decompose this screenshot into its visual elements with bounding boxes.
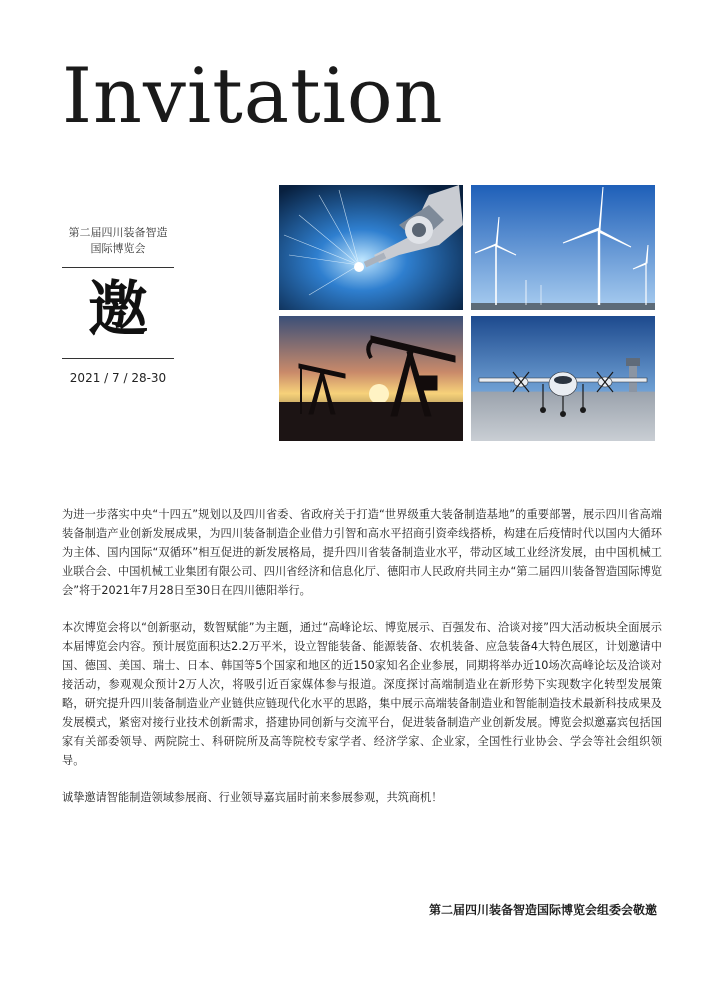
invite-character: 邀 xyxy=(88,275,148,345)
event-date: 2021 / 7 / 28-30 xyxy=(69,371,167,385)
aircraft-photo xyxy=(471,316,655,441)
divider-top xyxy=(62,267,174,268)
divider-bottom xyxy=(62,358,174,359)
wind-turbines-photo xyxy=(471,185,655,310)
paragraph-intro: 为进一步落实中央“十四五”规划以及四川省委、省政府关于打造“世界级重大装备制造基地”的重要部署，展示四川省高端装备制造产业创新发展成果，为四川装备制造企业借力引智和高水平招商引资牵线搭桥，构建在后疫情时代以国内大循环为主体、国内国际“双循环”相互促进的新发展格局，提升四川省装备制造业水平，带动区域工业经济发展，由中国机械工业联合会、中国机械工业集团有限公司、四川省经济和信息化厅、德阳市人民政府共同主办“第二届四川装备智造国际博览会”将于2021年7月28日至30日在四川德阳举行。 xyxy=(62,508,662,597)
expo-name-line2: 国际博览会 xyxy=(90,242,146,255)
invitation-body xyxy=(62,505,662,825)
paragraph-details: 本次博览会将以“创新驱动，数智赋能”为主题，通过“高峰论坛、博览展示、百强发布、洽谈对接”四大活动板块全面展示本届博览会内容。预计展览面积达2.2万平米，设立智能装备、能源装备、农机装备、应急装备4大特色展区，计划邀请中国、德国、美国、瑞士、日本、韩国等5个国家和地区的近150家知名企业参展，同期将举办近10场次高峰论坛及洽谈对接活动，参观观众预计2万人次，将吸引近百家媒体参与报道。深度探讨高端制造业在新形势下实现数字化转型发展策略，研究提升四川装备制造业产业链供应链现代化水平的思路，集中展示高端装备制造业和智能制造技术最新科技成果及发展模式，紧密对接行业技术创新需求，搭建协同创新与交流平台，促进装备制造产业创新发展。博览会拟邀嘉宾包括国家有关部委领导、两院院士、科研院所及高等院校专家学者、经济学家、企业家，全国性行业协会、学会等社会组织领导。 xyxy=(62,621,662,767)
paragraph-closing: 诚挚邀请智能制造领域参展商、行业领导嘉宾届时前来参展参观，共筑商机！ xyxy=(62,791,443,804)
event-info-block xyxy=(62,225,174,385)
expo-name-line1: 第二届四川装备智造 xyxy=(68,226,168,239)
photo-gallery xyxy=(279,185,655,441)
oil-pumpjacks-photo xyxy=(279,316,463,441)
welding-robot-photo xyxy=(279,185,463,310)
page-title: Invitation xyxy=(62,51,444,140)
organizer-signature: 第二届四川装备智造国际博览会组委会敬邀 xyxy=(428,903,657,917)
expo-name xyxy=(62,225,174,257)
